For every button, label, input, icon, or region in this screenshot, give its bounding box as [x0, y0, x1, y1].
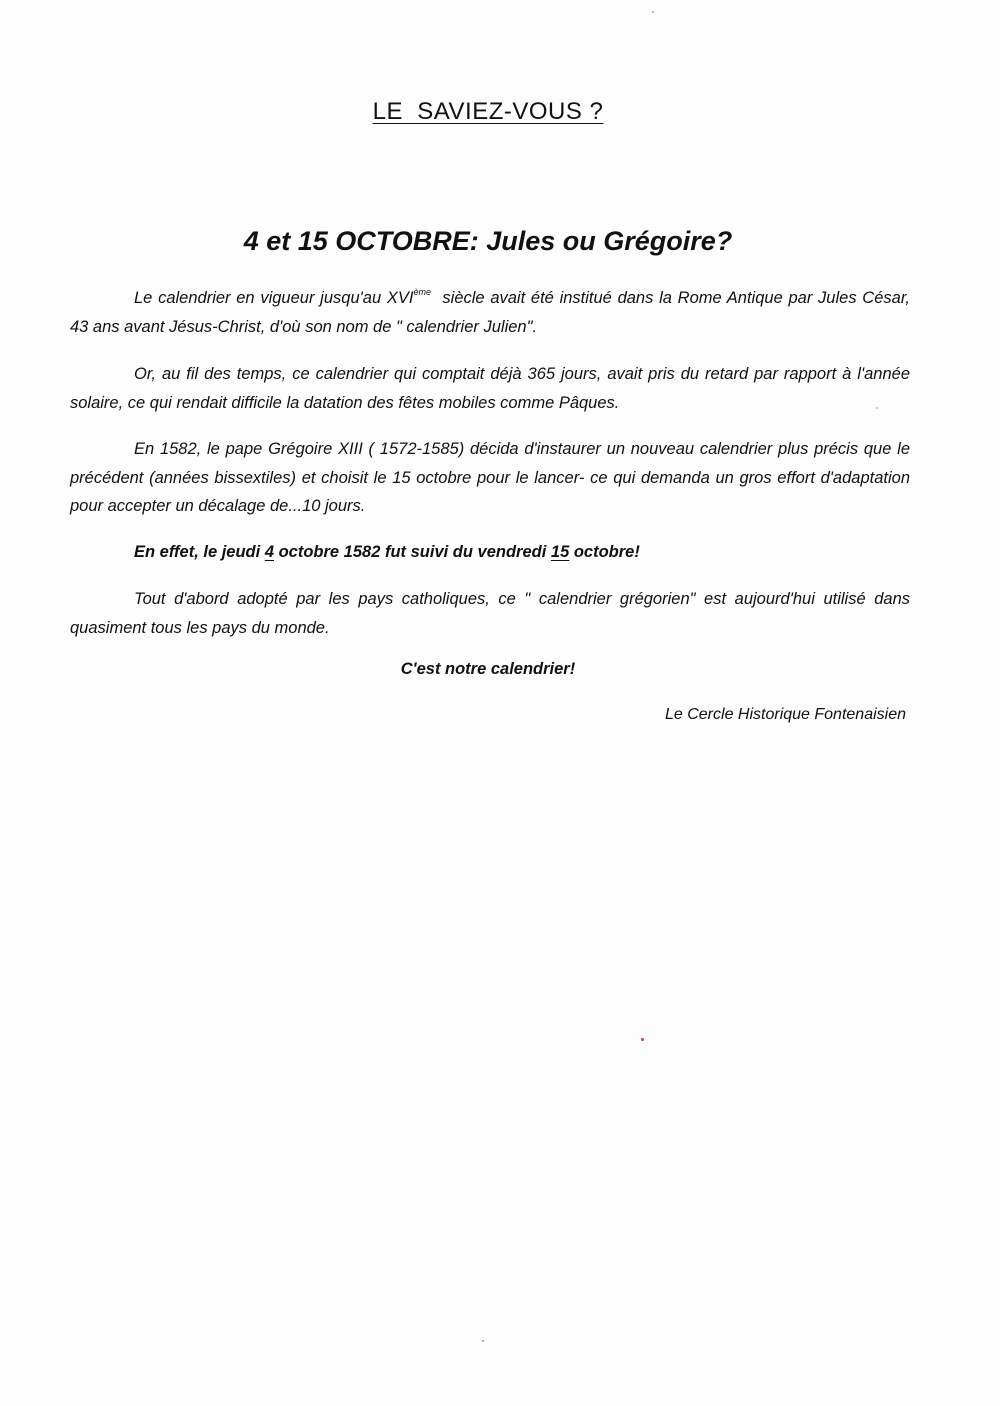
signature: Le Cercle Historique Fontenaisien: [664, 706, 906, 723]
closing-line: C'est notre calendrier!: [400, 660, 576, 678]
scan-speck: [652, 11, 654, 13]
paragraph-solar-drift: Or, au fil des temps, ce calendrier qui comptait déjà 365 jours, avait pris du retard par rapport à l'année solaire, ce qui rendait difficile la datation des fêtes mobiles comme Pâques.: [70, 365, 910, 412]
paragraph1-text-b: siècle avait été institué dans la Rome Antique par Jules César, 43 ans avant Jésus-Christ, d'où son nom de " calendrier Julien".: [70, 289, 915, 336]
scan-speck: [641, 1038, 644, 1041]
date-jump-text-a: En effet, le jeudi: [134, 543, 265, 561]
paragraph-julian-calendar: [70, 284, 915, 341]
paragraph-date-jump: [70, 538, 910, 567]
underlined-day-4: 4: [264, 543, 274, 561]
ordinal-superscript: ème: [413, 287, 431, 297]
paragraph1-text-a: Le calendrier en vigueur jusqu'au XVI: [134, 289, 414, 307]
underlined-day-15: 15: [550, 543, 570, 561]
scan-speck: [876, 407, 878, 409]
scan-speck: [482, 1340, 484, 1342]
article-headline: 4 et 15 OCTOBRE: Jules ou Grégoire?: [243, 226, 733, 256]
kicker-heading: [0, 98, 976, 126]
kicker-text: LE SAVIEZ-VOUS ?: [372, 98, 604, 125]
date-jump-text-b: octobre 1582 fut suivi du vendredi: [274, 543, 551, 561]
paragraph-gregory-reform: En 1582, le pape Grégoire XIII ( 1572-1585) décida d'instaurer un nouveau calendrier plus précis que le précédent (années bissextiles) et choisit le 15 octobre pour le lancer- ce qui demanda un gros effort d'adaptation pour accepter un décalage de...10 jours.: [70, 440, 910, 515]
date-jump-text-c: octobre!: [569, 543, 640, 561]
paragraph-adoption: Tout d'abord adopté par les pays catholiques, ce " calendrier grégorien" est aujourd'hui utilisé dans quasiment tous les pays du monde.: [70, 590, 910, 637]
